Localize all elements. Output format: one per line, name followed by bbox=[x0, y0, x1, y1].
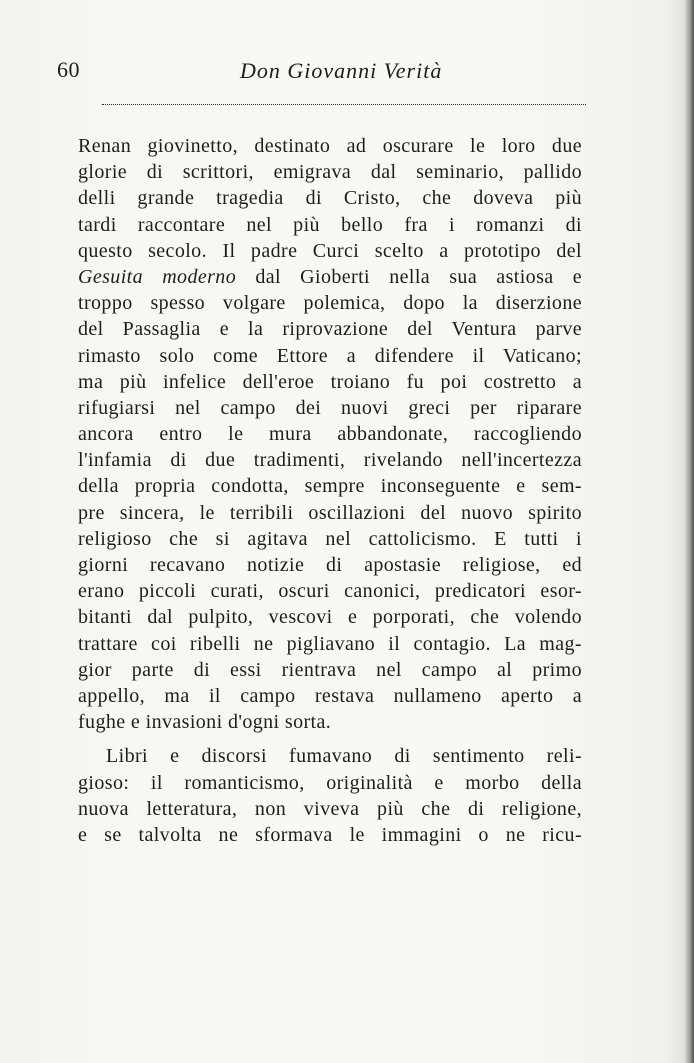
text-line-rest: dal Gioberti nella sua astiosa e bbox=[255, 265, 583, 288]
text-line: questo secolo. Il padre Curci scelto a prototipo del bbox=[78, 239, 582, 262]
text-line: Libri e discorsi fumavano di sentimento reli- bbox=[106, 745, 582, 768]
text-line: erano piccoli curati, oscuri canonici, predicatori esor- bbox=[78, 580, 582, 603]
text-line: troppo spesso volgare polemica, dopo la diserzione bbox=[78, 292, 582, 315]
page-edge-shadow bbox=[684, 0, 694, 1063]
text-line: delli grande tragedia di Cristo, che doveva più bbox=[78, 187, 582, 210]
text-line: glorie di scrittori, emigrava dal seminario, pallido bbox=[78, 161, 582, 184]
text-line: ma più infelice dell'eroe troiano fu poi costretto a bbox=[78, 370, 582, 393]
text-line-with-italic bbox=[78, 264, 582, 290]
text-line: del Passaglia e la riprovazione del Ventura parve bbox=[78, 318, 582, 341]
body-text bbox=[78, 133, 582, 848]
text-line: trattare coi ribelli ne pigliavano il contagio. La mag- bbox=[78, 632, 582, 655]
text-line: giorni recavano notizie di apostasie religiose, ed bbox=[78, 554, 582, 576]
text-line: rifugiarsi nel campo dei nuovi greci per riparare bbox=[78, 396, 582, 419]
text-line: fughe e invasioni d'ogni sorta. bbox=[78, 711, 332, 734]
text-line: l'infamia di due tradimenti, rivelando nell'incertezza bbox=[78, 449, 582, 472]
italic-phrase: Gesuita moderno bbox=[78, 265, 237, 288]
text-line: della propria condotta, sempre inconseguente e sem- bbox=[78, 475, 582, 498]
text-line: pre sincera, le terribili oscillazioni del nuovo spirito bbox=[78, 501, 582, 524]
text-line: tardi raccontare nel più bello fra i romanzi di bbox=[78, 213, 582, 236]
text-line: religioso che si agitava nel cattolicismo. E tutti i bbox=[78, 527, 582, 550]
text-line: bitanti dal pulpito, vescovi e porporati, che volendo bbox=[78, 606, 582, 629]
text-line: appello, ma il campo restava nullameno aperto a bbox=[78, 684, 582, 707]
running-title: Don Giovanni Verità bbox=[240, 58, 443, 83]
text-line: nuova letteratura, non viveva più che di religione, bbox=[78, 797, 582, 820]
page-number: 60 bbox=[57, 57, 80, 82]
text-line: e se talvolta ne sformava le immagini o ne ricu- bbox=[78, 823, 582, 846]
text-line: gioso: il romanticismo, originalità e morbo della bbox=[78, 771, 582, 794]
paragraph-break bbox=[78, 735, 582, 743]
text-line: rimasto solo come Ettore a difendere il Vaticano; bbox=[78, 344, 582, 367]
text-line: gior parte di essi rientrava nel campo al primo bbox=[78, 658, 582, 681]
header-divider bbox=[102, 104, 586, 105]
text-line: ancora entro le mura abbandonate, raccogliendo bbox=[78, 423, 582, 446]
text-line: Renan giovinetto, destinato ad oscurare le loro due bbox=[78, 135, 582, 157]
